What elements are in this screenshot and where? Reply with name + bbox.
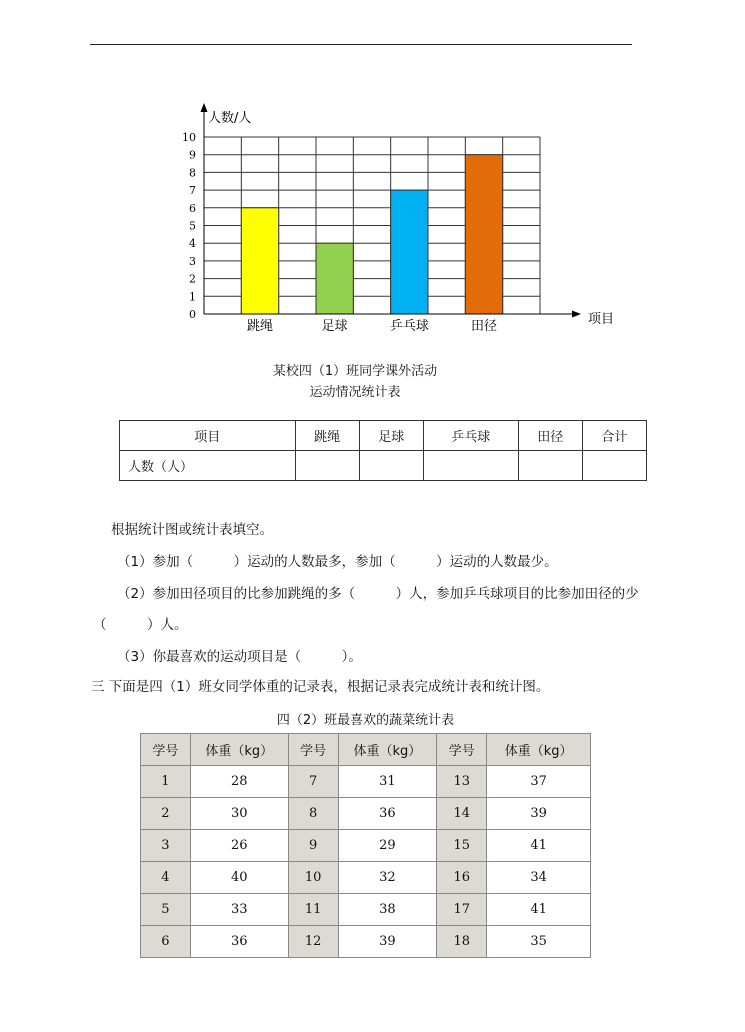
student-id-cell: 14 [437,798,487,830]
student-id-cell: 4 [141,862,191,894]
weight-cell: 36 [190,926,288,958]
bar [465,155,502,314]
table-header-cell: 合计 [582,421,646,451]
y-tick-label: 3 [189,254,196,268]
student-id-cell: 12 [288,926,338,958]
student-id-cell: 11 [288,894,338,926]
weight-cell: 39 [487,798,591,830]
table-header-row [141,734,591,766]
x-tick-label: 田径 [470,319,498,334]
blank-cell-table-tennis[interactable] [423,451,518,481]
weight-cell: 33 [190,894,288,926]
weight-cell: 38 [338,894,437,926]
table-header-cell: 项目 [120,421,296,451]
bar [391,190,428,314]
y-tick-label: 7 [189,184,196,198]
student-id-header: 学号 [141,734,191,766]
student-id-cell: 2 [141,798,191,830]
weight-cell: 41 [487,894,591,926]
student-id-header: 学号 [437,734,487,766]
weight-header: 体重（kg） [190,734,288,766]
student-id-cell: 8 [288,798,338,830]
y-axis-arrow-icon [201,103,208,112]
student-id-cell: 16 [437,862,487,894]
weight-cell: 36 [338,798,437,830]
weight-cell: 34 [487,862,591,894]
weight-cell: 29 [338,830,437,862]
x-tick-label: 足球 [321,319,348,334]
table-row [141,766,591,798]
table-row [141,894,591,926]
student-id-cell: 13 [437,766,487,798]
y-axis-label: 人数/人 [208,111,252,126]
student-id-cell: 3 [141,830,191,862]
x-axis-arrow-icon [572,311,581,318]
x-tick-label: 乒乓球 [389,319,429,334]
weight-record-table [140,733,591,958]
blank-cell-track-field[interactable] [518,451,582,481]
y-tick-label: 9 [189,148,196,162]
question-2-line2: （ ）人。 [93,617,188,633]
weight-cell: 32 [338,862,437,894]
weight-cell: 41 [487,830,591,862]
student-id-cell: 5 [141,894,191,926]
student-id-cell: 10 [288,862,338,894]
student-id-cell: 17 [437,894,487,926]
question-1: （1）参加（ ）运动的人数最多，参加（ ）运动的人数最少。 [117,554,558,570]
x-tick-label: 跳绳 [246,319,274,334]
table-header-row [120,421,647,451]
y-tick-label: 2 [189,272,196,286]
table-header-cell: 乒乓球 [423,421,518,451]
student-id-cell: 6 [141,926,191,958]
top-rule [90,44,632,45]
weight-cell: 37 [487,766,591,798]
row-label: 人数（人） [120,451,296,481]
student-id-cell: 15 [437,830,487,862]
weight-cell: 30 [190,798,288,830]
table-row [141,798,591,830]
weight-cell: 31 [338,766,437,798]
question-3: （3）你最喜欢的运动项目是（ ）。 [117,649,362,665]
weight-cell: 40 [190,862,288,894]
weight-cell: 28 [190,766,288,798]
stats-caption-line1: 某校四（1）班同学课外活动 [272,364,438,379]
table-row [120,451,647,481]
weight-table-title: 四（2）班最喜欢的蔬菜统计表 [276,713,455,728]
x-axis-label: 项目 [588,312,615,327]
blank-cell-football[interactable] [359,451,423,481]
student-id-cell: 18 [437,926,487,958]
bar [241,208,278,314]
table-row [141,926,591,958]
y-tick-label: 0 [189,308,196,321]
section-3-heading: 三 下面是四（1）班女同学体重的记录表，根据记录表完成统计表和统计图。 [91,679,550,695]
instruction-text: 根据统计图或统计表填空。 [111,522,273,538]
weight-cell: 35 [487,926,591,958]
question-2-line1: （2）参加田径项目的比参加跳绳的多（ ）人，参加乒乓球项目的比参加田径的少 [117,586,639,602]
y-tick-label: 1 [189,290,196,304]
y-tick-label: 6 [189,201,196,215]
student-id-cell: 9 [288,830,338,862]
weight-table-body [141,766,591,958]
y-tick-label: 8 [189,166,196,180]
stats-caption-line2: 运动情况统计表 [309,385,401,400]
chart-bars [241,155,502,314]
y-tick-label: 5 [189,219,196,233]
weight-cell: 39 [338,926,437,958]
y-tick-label: 4 [189,237,196,251]
bar [316,243,353,314]
student-id-header: 学号 [288,734,338,766]
bar-chart [150,100,630,340]
student-id-cell: 1 [141,766,191,798]
activity-stats-table [119,420,647,481]
weight-cell: 26 [190,830,288,862]
table-row [141,862,591,894]
table-header-cell: 跳绳 [295,421,359,451]
table-row [141,830,591,862]
y-tick-label: 10 [182,131,196,144]
weight-header: 体重（kg） [338,734,437,766]
student-id-cell: 7 [288,766,338,798]
table-header-cell: 足球 [359,421,423,451]
blank-cell-jump-rope[interactable] [295,451,359,481]
table-header-cell: 田径 [518,421,582,451]
weight-header: 体重（kg） [487,734,591,766]
blank-cell-total[interactable] [582,451,646,481]
